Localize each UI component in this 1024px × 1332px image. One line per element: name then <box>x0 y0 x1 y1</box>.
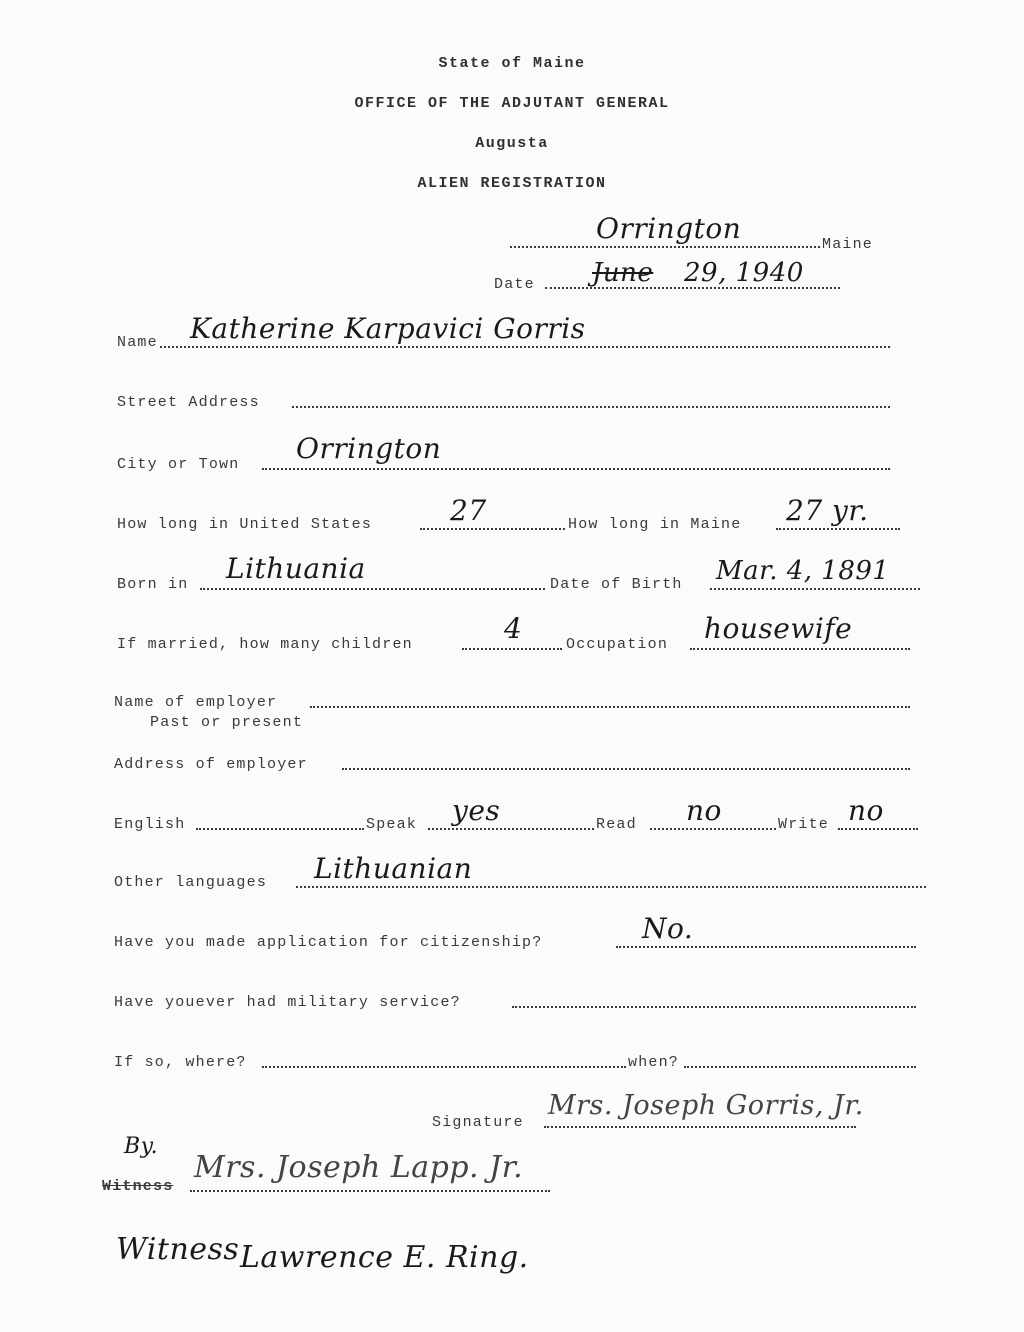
maine-long-value: 27 yr. <box>786 494 869 527</box>
maine-label: Maine <box>822 236 874 253</box>
children-value: 4 <box>504 612 523 645</box>
where-label: If so, where? <box>114 1054 247 1071</box>
read-label: Read <box>596 816 637 833</box>
occupation-line <box>690 648 910 650</box>
witness-hand-value: Lawrence E. Ring. <box>240 1240 529 1275</box>
us-value: 27 <box>450 494 487 527</box>
military-line <box>512 1006 916 1008</box>
read-line <box>650 828 776 830</box>
employer-sub: Past or present <box>150 714 304 731</box>
employer-address-label: Address of employer <box>114 756 308 773</box>
other-languages-line <box>296 886 926 888</box>
header-office: OFFICE OF THE ADJUTANT GENERAL <box>354 95 670 112</box>
us-label: How long in United States <box>117 516 373 533</box>
write-label: Write <box>778 816 830 833</box>
citizenship-value: No. <box>642 912 694 945</box>
born-line <box>200 588 545 590</box>
speak-line <box>428 828 594 830</box>
speak-label: Speak <box>366 816 418 833</box>
date-crossed-month: June <box>592 258 654 288</box>
maine-long-line <box>776 528 900 530</box>
children-line <box>462 648 562 650</box>
write-value: no <box>848 794 884 827</box>
dob-label: Date of Birth <box>550 576 683 593</box>
signature-line <box>544 1126 856 1128</box>
name-value: Katherine Karpavici Gorris <box>190 312 586 345</box>
witness-hand-label: Witness <box>116 1232 240 1267</box>
other-languages-value: Lithuanian <box>314 852 473 885</box>
citizenship-label: Have you made application for citizenship? <box>114 934 543 951</box>
when-line <box>684 1066 916 1068</box>
employer-address-line <box>342 768 910 770</box>
city-line <box>262 468 890 470</box>
signature-value: Mrs. Joseph Gorris, Jr. <box>548 1090 864 1121</box>
speak-value: yes <box>452 794 501 827</box>
citizenship-line <box>616 946 916 948</box>
name-label: Name <box>117 334 158 351</box>
born-value: Lithuania <box>226 552 366 585</box>
occupation-value: housewife <box>704 612 853 645</box>
header-state: State of Maine <box>438 55 586 72</box>
city-label: City or Town <box>117 456 240 473</box>
header-city: Augusta <box>475 135 549 152</box>
maine-long-label: How long in Maine <box>568 516 742 533</box>
dob-value: Mar. 4, 1891 <box>716 556 890 586</box>
street-line <box>292 406 890 408</box>
english-line <box>196 828 364 830</box>
when-label: when? <box>628 1054 680 1071</box>
by-label: By. <box>124 1134 159 1159</box>
born-label: Born in <box>117 576 189 593</box>
english-label: English <box>114 816 186 833</box>
signature-label: Signature <box>432 1114 524 1131</box>
witness-by-value: Mrs. Joseph Lapp. Jr. <box>194 1150 524 1185</box>
employer-label: Name of employer <box>114 694 278 711</box>
town-top-value: Orrington <box>596 212 742 245</box>
military-label: Have youever had military service? <box>114 994 461 1011</box>
city-value: Orrington <box>296 432 442 465</box>
us-line <box>420 528 565 530</box>
name-line <box>160 346 890 348</box>
occupation-label: Occupation <box>566 636 669 653</box>
dob-line <box>710 588 920 590</box>
where-line <box>262 1066 626 1068</box>
read-value: no <box>686 794 722 827</box>
employer-line <box>310 706 910 708</box>
date-label: Date <box>494 276 535 293</box>
header-title: ALIEN REGISTRATION <box>417 175 607 192</box>
town-top-line <box>510 246 820 248</box>
write-line <box>838 828 918 830</box>
children-label: If married, how many children <box>117 636 413 653</box>
date-value: 29, 1940 <box>684 258 804 288</box>
witness-by-line <box>190 1190 550 1192</box>
street-label: Street Address <box>117 394 260 411</box>
witness-crossed-label: Witness <box>102 1178 174 1195</box>
other-languages-label: Other languages <box>114 874 268 891</box>
